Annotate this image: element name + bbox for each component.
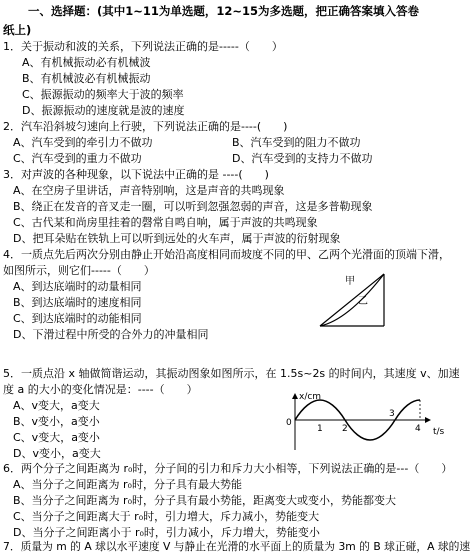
q2-option-b: B、汽车受到的阻力不做功 xyxy=(232,136,361,149)
q4-label-yi: 乙 xyxy=(358,296,368,307)
q5-tick-1: 1 xyxy=(317,424,323,434)
section-title-line2: 纸上) xyxy=(3,23,32,37)
q5-stem-line2: 度 a 的大小的变化情况是：----（ ） xyxy=(3,383,198,396)
q4-option-b: B、到达底端时的速度相同 xyxy=(13,296,142,309)
q3-option-d: D、把耳朵贴在铁轨上可以听到远处的火车声，属于声波的衍射现象 xyxy=(13,232,341,245)
q5-option-c: C、v变大，a变小 xyxy=(13,431,100,444)
q4-option-d: D、下滑过程中所受的合外力的冲量相同 xyxy=(13,328,209,341)
q5-tick-4: 4 xyxy=(415,424,421,434)
q3-stem: 3．对声波的各种现象，以下说法中正确的是 ----( ) xyxy=(3,168,269,181)
q3-option-c: C、古代某和尚房里挂着的磬常自鸣自响，属于声波的共鸣现象 xyxy=(13,216,318,229)
q7-stem: 7．质量为 m 的 A 球以水平速度 V 与静止在光滑的水平面上的质量为 3m 的 B 球正碰，A 球的速 xyxy=(3,540,471,553)
q5-stem-line1: 5．一质点沿 x 轴做简谐运动，其振动图象如图所示，在 1.5s~2s 的时间内，其速度 v、加速 xyxy=(3,367,460,380)
q5-origin-label: 0 xyxy=(286,418,292,428)
q6-option-b: B、当分子之间距离为 r₀时，分子具有最小势能，距离变大或变小，势能都变大 xyxy=(13,494,396,507)
q5-vibration-graph xyxy=(285,390,455,452)
q1-option-b: B、有机械波必有机械振动 xyxy=(22,72,151,85)
q4-stem-line1: 4．一质点先后两次分别由静止开始沿高度相同而坡度不同的甲、乙两个光滑面的顶端下滑， xyxy=(3,248,450,261)
q5-option-d: D、v变小，a变大 xyxy=(13,447,101,460)
q2-option-c: C、汽车受到的重力不做功 xyxy=(13,152,142,165)
q2-stem: 2．汽车沿斜坡匀速向上行驶，下列说法正确的是----( ) xyxy=(3,120,288,133)
q5-ylabel: x/cm xyxy=(299,392,322,402)
q6-option-a: A、当分子之间距离为 r₀时，分子具有最大势能 xyxy=(13,478,242,491)
q6-stem: 6．两个分子之间距离为 r₀时，分子间的引力和斥力大小相等，下列说法正确的是---（ ） xyxy=(3,462,453,475)
q5-option-a: A、v变大，a变大 xyxy=(13,399,100,412)
q4-stem-line2: 如图所示，则它们-----（ ） xyxy=(3,264,155,277)
q5-option-b: B、v变小，a变小 xyxy=(13,415,100,428)
q1-stem: 1．关于振动和波的关系，下列说法正确的是-----（ ） xyxy=(3,40,283,53)
q1-option-c: C、振源振动的频率大于波的频率 xyxy=(22,88,184,101)
q2-option-d: D、汽车受到的支持力不做功 xyxy=(232,152,373,165)
q5-tick-2: 2 xyxy=(342,424,348,434)
q2-option-a: A、汽车受到的牵引力不做功 xyxy=(13,136,153,149)
q4-label-jia: 甲 xyxy=(345,276,355,287)
q6-option-c: C、当分子之间距离大于 r₀时，引力增大，斥力减小，势能变大 xyxy=(13,510,320,523)
q1-option-d: D、振源振动的速度就是波的速度 xyxy=(22,104,185,117)
q3-option-a: A、在空房子里讲话，声音特别响，这是声音的共鸣现象 xyxy=(13,184,285,197)
q3-option-b: B、绕正在发音的音叉走一圈，可以听到忽强忽弱的声音，这是多普勒现象 xyxy=(13,200,373,213)
q5-xlabel: t/s xyxy=(433,427,445,437)
q6-option-d: D、当分子之间距离小于 r₀时，引力减小，斥力增大，势能变小 xyxy=(13,526,320,539)
section-title-line1: 一、选择题：(其中1~11为单选题，12~15为多选题，把正确答案填入答卷 xyxy=(28,4,420,18)
q5-tick-3: 3 xyxy=(389,409,395,419)
q4-option-a: A、到达底端时的动量相同 xyxy=(13,280,142,293)
q4-slope-figure xyxy=(318,268,388,330)
q4-option-c: C、到达底端时的动能相同 xyxy=(13,312,142,325)
q1-option-a: A、有机械振动必有机械波 xyxy=(22,56,151,69)
